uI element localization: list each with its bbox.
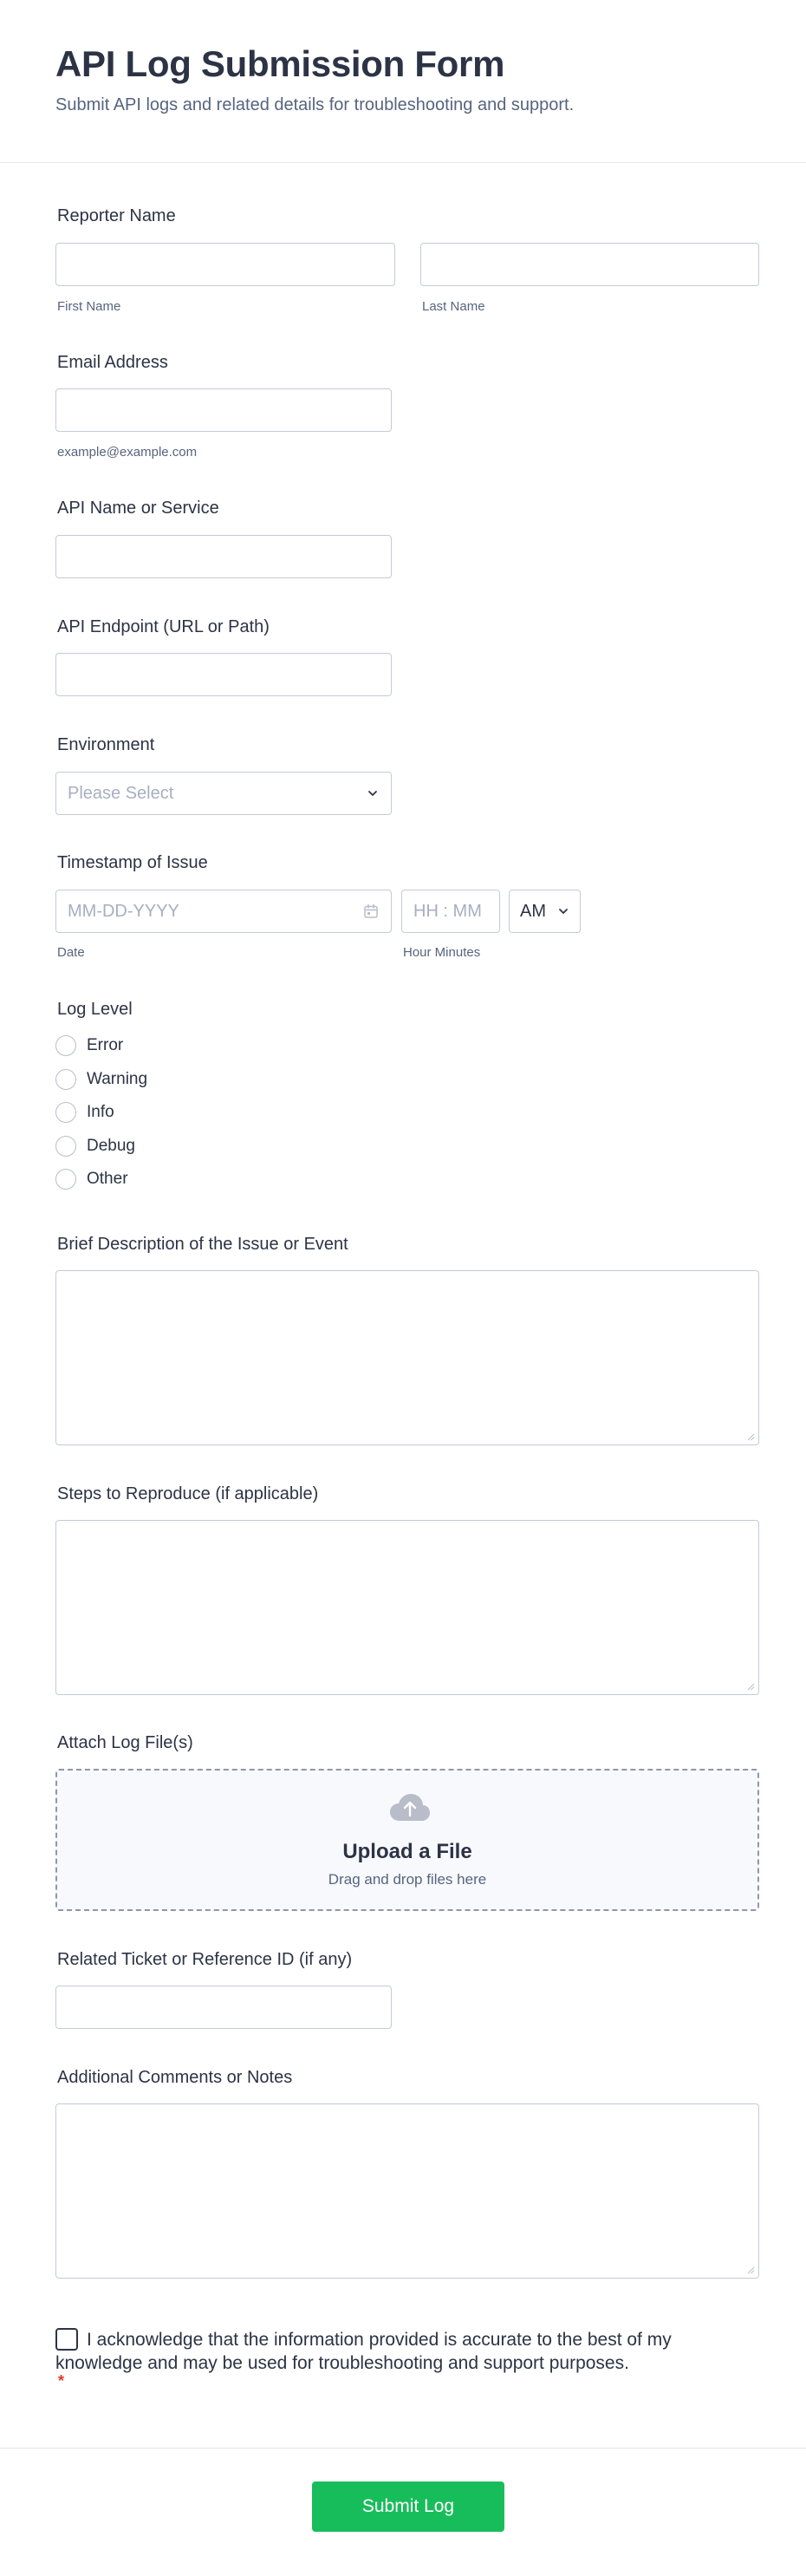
ampm-value: AM: [520, 902, 546, 921]
resize-grip-icon[interactable]: [746, 2266, 755, 2274]
acknowledge-checkbox[interactable]: [55, 2328, 78, 2351]
ticket-label: Related Ticket or Reference ID (if any): [57, 1950, 353, 1969]
chevron-down-icon: [557, 905, 569, 917]
email-label: Email Address: [57, 353, 168, 372]
date-input[interactable]: [55, 890, 392, 933]
ampm-select[interactable]: [509, 890, 581, 933]
steps-textarea[interactable]: [55, 1520, 759, 1695]
environment-label: Environment: [57, 735, 155, 754]
radio-circle[interactable]: [55, 1169, 76, 1190]
radio-circle[interactable]: [55, 1102, 76, 1123]
comments-label: Additional Comments or Notes: [57, 2068, 293, 2087]
cloud-upload-icon: [388, 1793, 432, 1823]
resize-grip-icon[interactable]: [746, 1432, 755, 1441]
radio-circle[interactable]: [55, 1035, 76, 1056]
radio-label: Info: [87, 1103, 114, 1121]
timestamp-label: Timestamp of Issue: [57, 853, 208, 872]
endpoint-input[interactable]: [55, 653, 392, 696]
comments-textarea[interactable]: [55, 2103, 759, 2279]
upload-subtitle: Drag and drop files here: [328, 1871, 487, 1888]
email-sublabel: example@example.com: [57, 445, 198, 460]
radio-option-warning[interactable]: [55, 1068, 147, 1091]
form-title: API Log Submission Form: [55, 43, 505, 84]
log-level-label: Log Level: [57, 1000, 133, 1019]
radio-label: Debug: [87, 1137, 135, 1155]
radio-circle[interactable]: [55, 1136, 76, 1157]
first-name-input[interactable]: [55, 243, 395, 286]
resize-grip-icon[interactable]: [746, 1682, 755, 1691]
description-textarea[interactable]: [55, 1270, 759, 1445]
required-mark: *: [58, 2372, 65, 2390]
upload-title: Upload a File: [342, 1840, 472, 1863]
radio-option-info[interactable]: [55, 1101, 114, 1124]
radio-circle[interactable]: [55, 1069, 76, 1090]
last-name-input[interactable]: [420, 243, 759, 286]
form-subtitle: Submit API logs and related details for troubleshooting and support.: [55, 95, 575, 114]
ticket-input[interactable]: [55, 1986, 392, 2029]
file-upload-dropzone[interactable]: [55, 1769, 759, 1911]
last-name-sublabel: Last Name: [422, 299, 485, 314]
description-label: Brief Description of the Issue or Event: [57, 1235, 348, 1254]
date-placeholder: MM-DD-YYYY: [68, 902, 179, 921]
time-input[interactable]: [401, 890, 500, 933]
api-name-input[interactable]: [55, 535, 392, 578]
radio-label: Other: [87, 1170, 128, 1188]
environment-select[interactable]: [55, 772, 392, 815]
calendar-icon[interactable]: [363, 903, 379, 919]
acknowledge-field: [55, 2328, 697, 2375]
radio-label: Error: [87, 1036, 124, 1054]
acknowledge-text[interactable]: I acknowledge that the information provided is accurate to the best of my knowledge and may be used for troubleshooting and support purposes.: [55, 2330, 672, 2373]
environment-selected-value: Please Select: [68, 784, 174, 803]
date-sublabel: Date: [57, 945, 85, 960]
email-input[interactable]: [55, 388, 392, 432]
chevron-down-icon: [367, 787, 379, 799]
radio-option-other[interactable]: [55, 1168, 128, 1190]
time-placeholder: HH : MM: [413, 902, 482, 921]
radio-option-debug[interactable]: [55, 1135, 135, 1158]
form-header: [0, 0, 806, 163]
first-name-sublabel: First Name: [57, 299, 121, 314]
radio-option-error[interactable]: [55, 1034, 123, 1057]
submit-button[interactable]: Submit Log: [312, 2481, 504, 2532]
api-name-label: API Name or Service: [57, 499, 219, 518]
endpoint-label: API Endpoint (URL or Path): [57, 617, 270, 636]
time-sublabel: Hour Minutes: [403, 945, 481, 960]
steps-label: Steps to Reproduce (if applicable): [57, 1484, 319, 1503]
footer-divider: [0, 2448, 806, 2449]
attach-label: Attach Log File(s): [57, 1733, 193, 1752]
reporter-name-label: Reporter Name: [57, 206, 176, 225]
radio-label: Warning: [87, 1070, 148, 1088]
